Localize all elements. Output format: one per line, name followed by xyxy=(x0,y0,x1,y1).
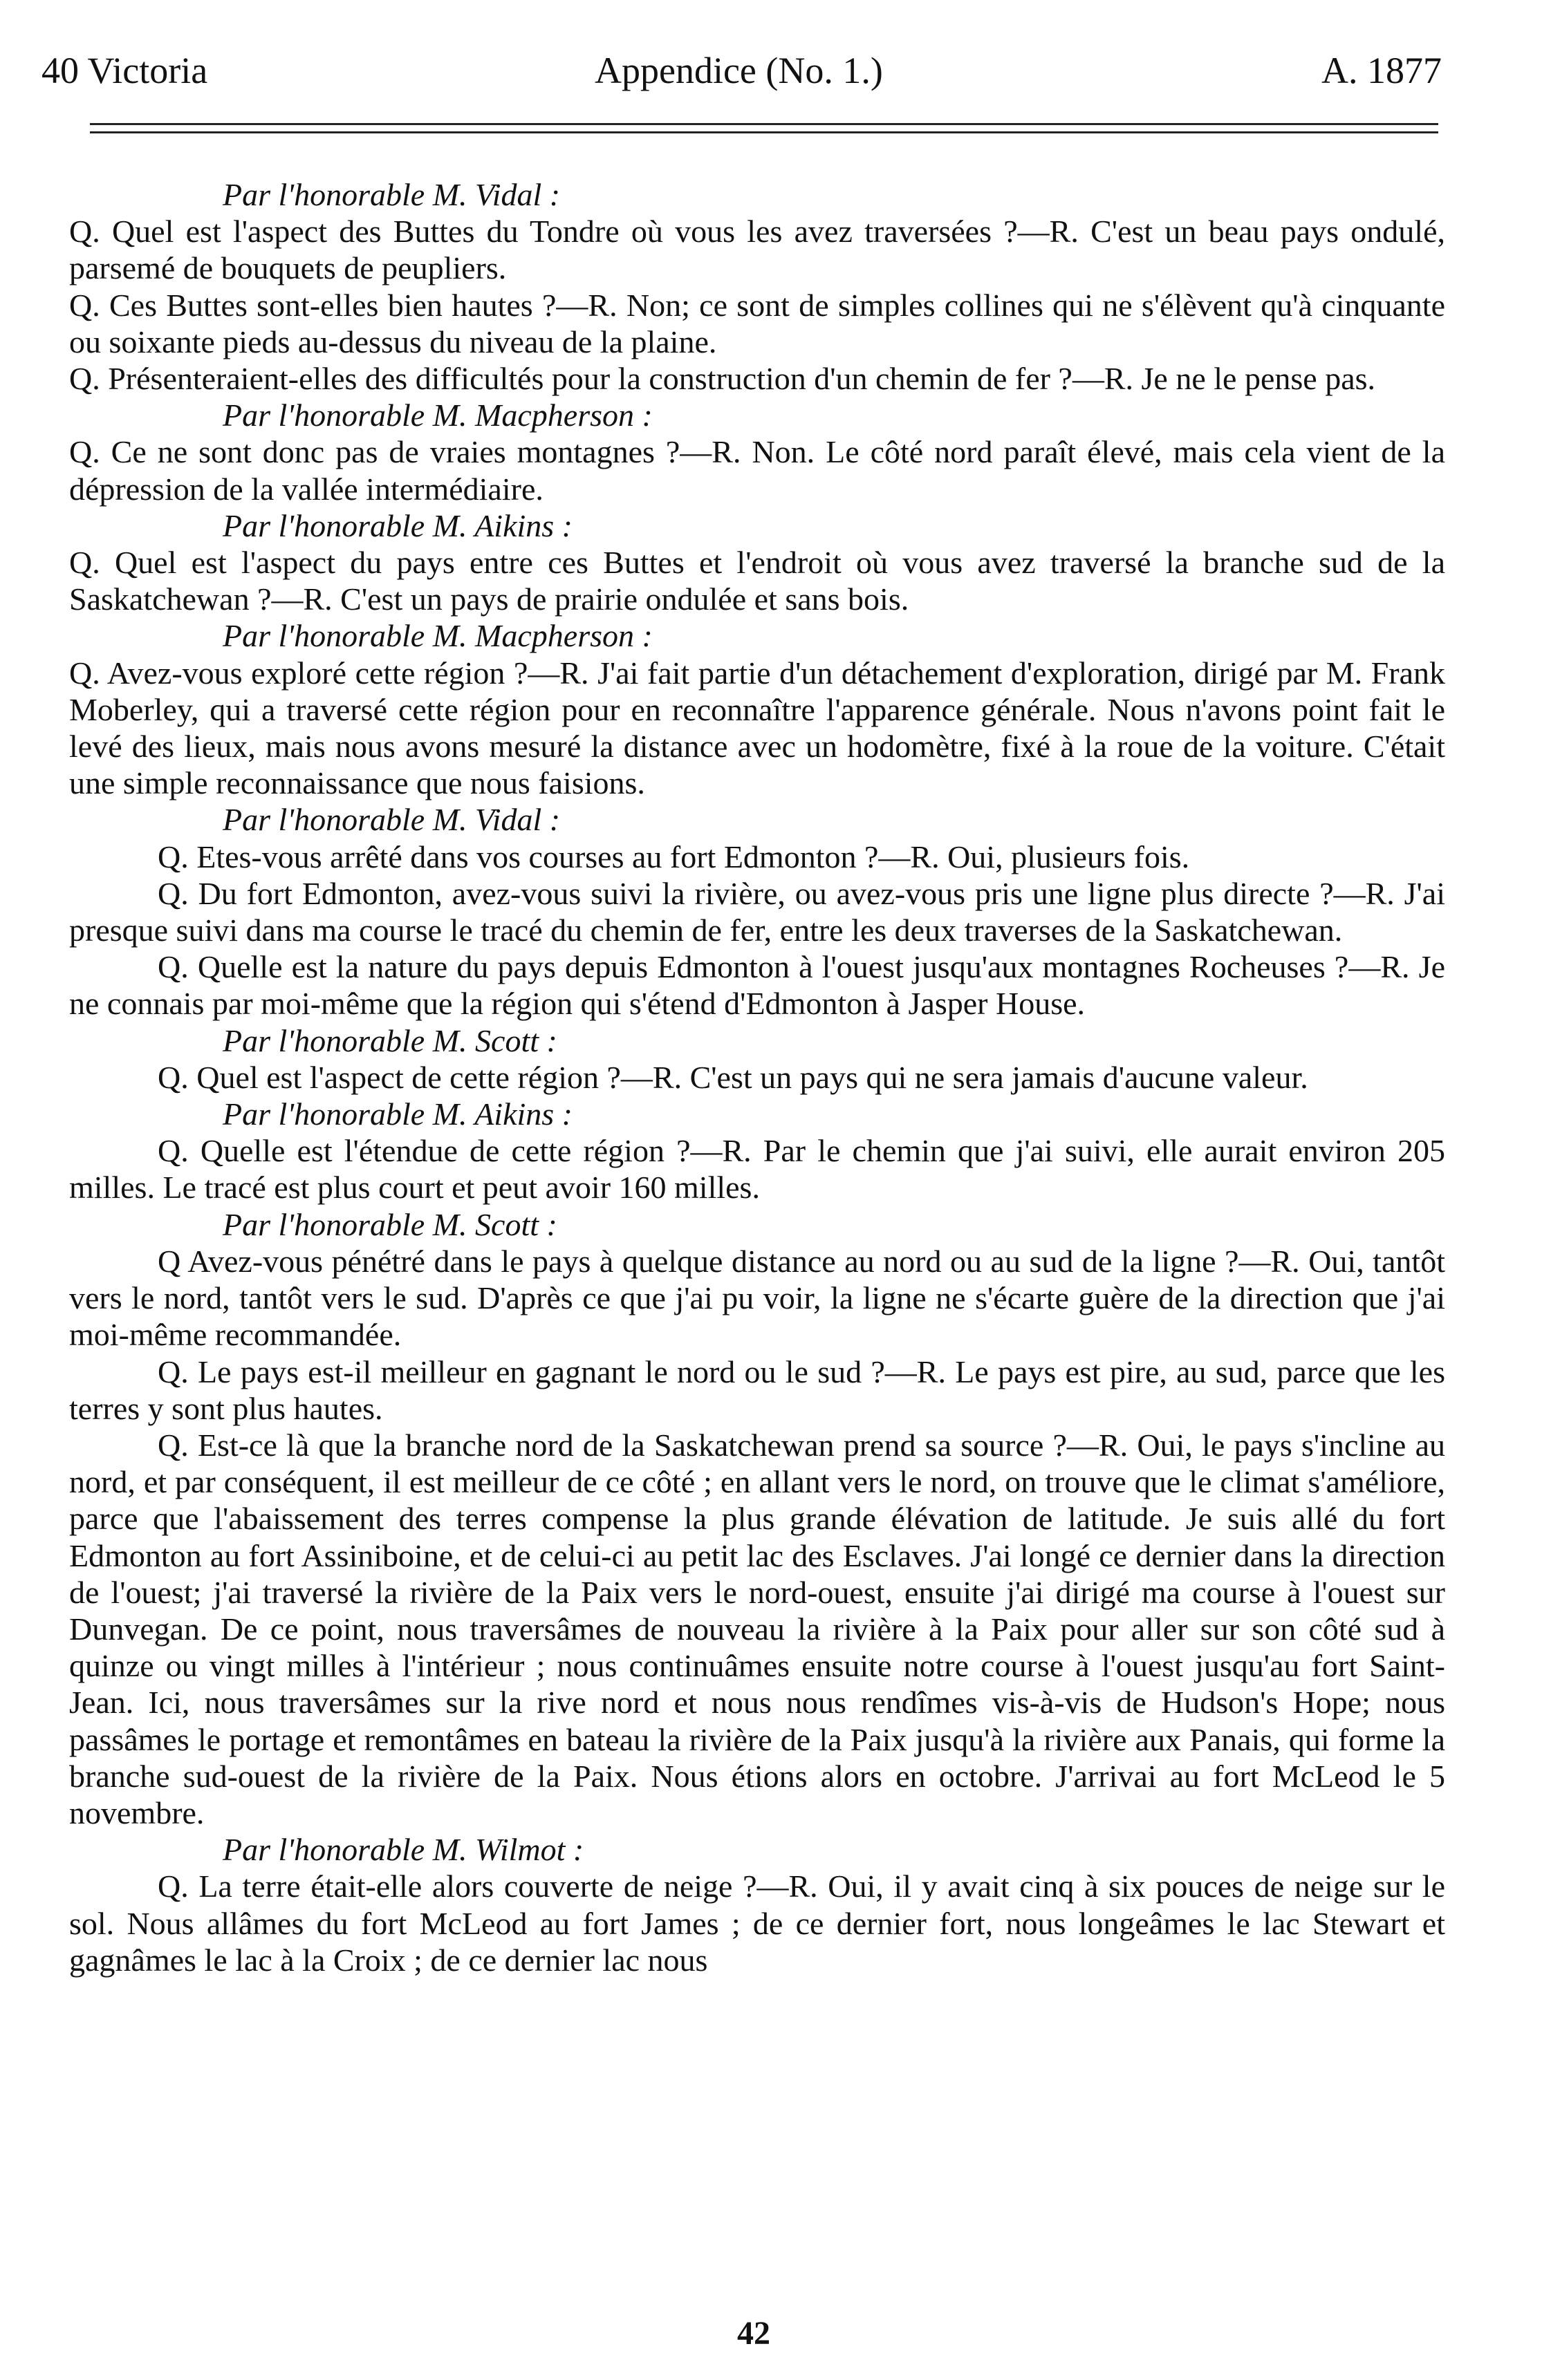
speaker-heading: Par l'honorable M. Vidal : xyxy=(223,177,561,212)
qa-paragraph: Q Avez-vous pénétré dans le pays à quelque distance au nord ou au sud de la ligne ?—R. Oui, tantôt vers le nord, tantôt vers le sud. D'après ce que j'ai pu voir, la ligne ne s'écarte guère de la direction que j'ai moi-même recommandée. xyxy=(69,1243,1445,1353)
qa-paragraph: Q. Quel est l'aspect du pays entre ces Buttes et l'endroit où vous avez traversé la branche sud de la Saskatchewan ?—R. C'est un pays de prairie ondulée et sans bois. xyxy=(69,545,1445,617)
header-right: A. 1877 xyxy=(1321,50,1442,91)
speaker-heading: Par l'honorable M. Aikins : xyxy=(223,1096,573,1132)
qa-paragraph: Q. Est-ce là que la branche nord de la Saskatchewan prend sa source ?—R. Oui, le pays s'incline au nord, et par conséquent, il est meilleur de ce côté ; en allant vers le nord, on trouve que le climat s'améliore, parce que l'abaissement des terres compense la plus grande élévation de latitude. Je suis allé du fort Edmonton au fort Assiniboine, et de celui-ci au petit lac des Esclaves. J'ai longé ce dernier dans la direction de l'ouest; j'ai traversé la rivière de la Paix vers le nord-ouest, ensuite j'ai dirigé ma course à l'ouest sur Dunvegan. De ce point, nous traversâmes de nouveau la rivière à la Paix pour aller sur son côté sud à quinze ou vingt milles à l'intérieur ; nous continuâmes ensuite notre course à l'ouest jusqu'au fort Saint-Jean. Ici, nous traversâmes sur la rive nord et nous nous rendîmes vis-à-vis de Hudson's Hope; nous passâmes le portage et remontâmes en bateau la rivière de la Paix jusqu'à la rivière aux Panais, qui forme la branche sud-ouest de la rivière de la Paix. Nous étions alors en octobre. J'arrivai au fort McLeod le 5 novembre. xyxy=(69,1427,1445,1830)
qa-paragraph: Q. La terre était-elle alors couverte de neige ?—R. Oui, il y avait cinq à six pouces de neige sur le sol. Nous allâmes du fort McLeod au fort James ; de ce dernier fort, nous longeâmes le lac Stewart et gagnâmes le lac à la Croix ; de ce dernier lac nous xyxy=(69,1868,1445,1978)
qa-paragraph: Q. Quel est l'aspect des Buttes du Tondre où vous les avez traversées ?—R. C'est un beau pays ondulé, parsemé de bouquets de peupliers. xyxy=(69,214,1445,286)
speaker-heading: Par l'honorable M. Scott : xyxy=(223,1206,557,1242)
speaker-heading: Par l'honorable M. Vidal : xyxy=(223,802,561,838)
qa-paragraph: Q. Quelle est l'étendue de cette région ?—R. Par le chemin que j'ai suivi, elle aurait environ 205 milles. Le tracé est plus court et peut avoir 160 milles. xyxy=(69,1133,1445,1206)
qa-paragraph: Q. Le pays est-il meilleur en gagnant le nord ou le sud ?—R. Le pays est pire, au sud, parce que les terres y sont plus hautes. xyxy=(69,1353,1445,1426)
header-left: 40 Victoria xyxy=(41,50,208,91)
speaker-heading: Par l'honorable M. Aikins : xyxy=(223,507,573,543)
page-number: 42 xyxy=(737,2315,770,2352)
qa-paragraph: Q. Etes-vous arrêté dans vos courses au fort Edmonton ?—R. Oui, plusieurs fois. xyxy=(158,838,1190,874)
body-text xyxy=(69,176,1445,1978)
qa-paragraph: Q. Avez-vous exploré cette région ?—R. J'ai fait partie d'un détachement d'exploration, dirigé par M. Frank Moberley, qui a traversé cette région pour en reconnaître l'apparence générale. Nous n'avons point fait le levé des lieux, mais nous avons mesuré la distance avec un hodomètre, fixé à la roue de la voiture. C'était une simple reconnaissance que nous faisions. xyxy=(69,655,1445,801)
header-center: Appendice (No. 1.) xyxy=(595,50,883,91)
qa-paragraph: Q. Ce ne sont donc pas de vraies montagnes ?—R. Non. Le côté nord paraît élevé, mais cela vient de la dépression de la vallée intermédiaire. xyxy=(69,434,1445,507)
header-rule-top xyxy=(90,123,1438,125)
qa-paragraph: Q. Quelle est la nature du pays depuis Edmonton à l'ouest jusqu'aux montagnes Rocheuses ?—R. Je ne connais par moi-même que la région qui s'étend d'Edmonton à Jasper House. xyxy=(69,949,1445,1022)
qa-paragraph: Q. Du fort Edmonton, avez-vous suivi la rivière, ou avez-vous pris une ligne plus directe ?—R. J'ai presque suivi dans ma course le tracé du chemin de fer, entre les deux traverses de la Saskatchewan. xyxy=(69,875,1445,948)
speaker-heading: Par l'honorable M. Macpherson : xyxy=(223,618,653,654)
qa-paragraph: Q. Ces Buttes sont-elles bien hautes ?—R. Non; ce sont de simples collines qui ne s'élèvent qu'à cinquante ou soixante pieds au-dessus du niveau de la plaine. xyxy=(69,287,1445,359)
speaker-heading: Par l'honorable M. Scott : xyxy=(223,1022,557,1058)
speaker-heading: Par l'honorable M. Macpherson : xyxy=(223,397,653,433)
speaker-heading: Par l'honorable M. Wilmot : xyxy=(223,1832,584,1868)
qa-paragraph: Q. Présenteraient-elles des difficultés pour la construction d'un chemin de fer ?—R. Je ne le pense pas. xyxy=(69,361,1376,397)
header-rule-bottom xyxy=(90,131,1438,133)
running-header xyxy=(41,43,1442,98)
qa-paragraph: Q. Quel est l'aspect de cette région ?—R. C'est un pays qui ne sera jamais d'aucune valeur. xyxy=(158,1059,1308,1095)
